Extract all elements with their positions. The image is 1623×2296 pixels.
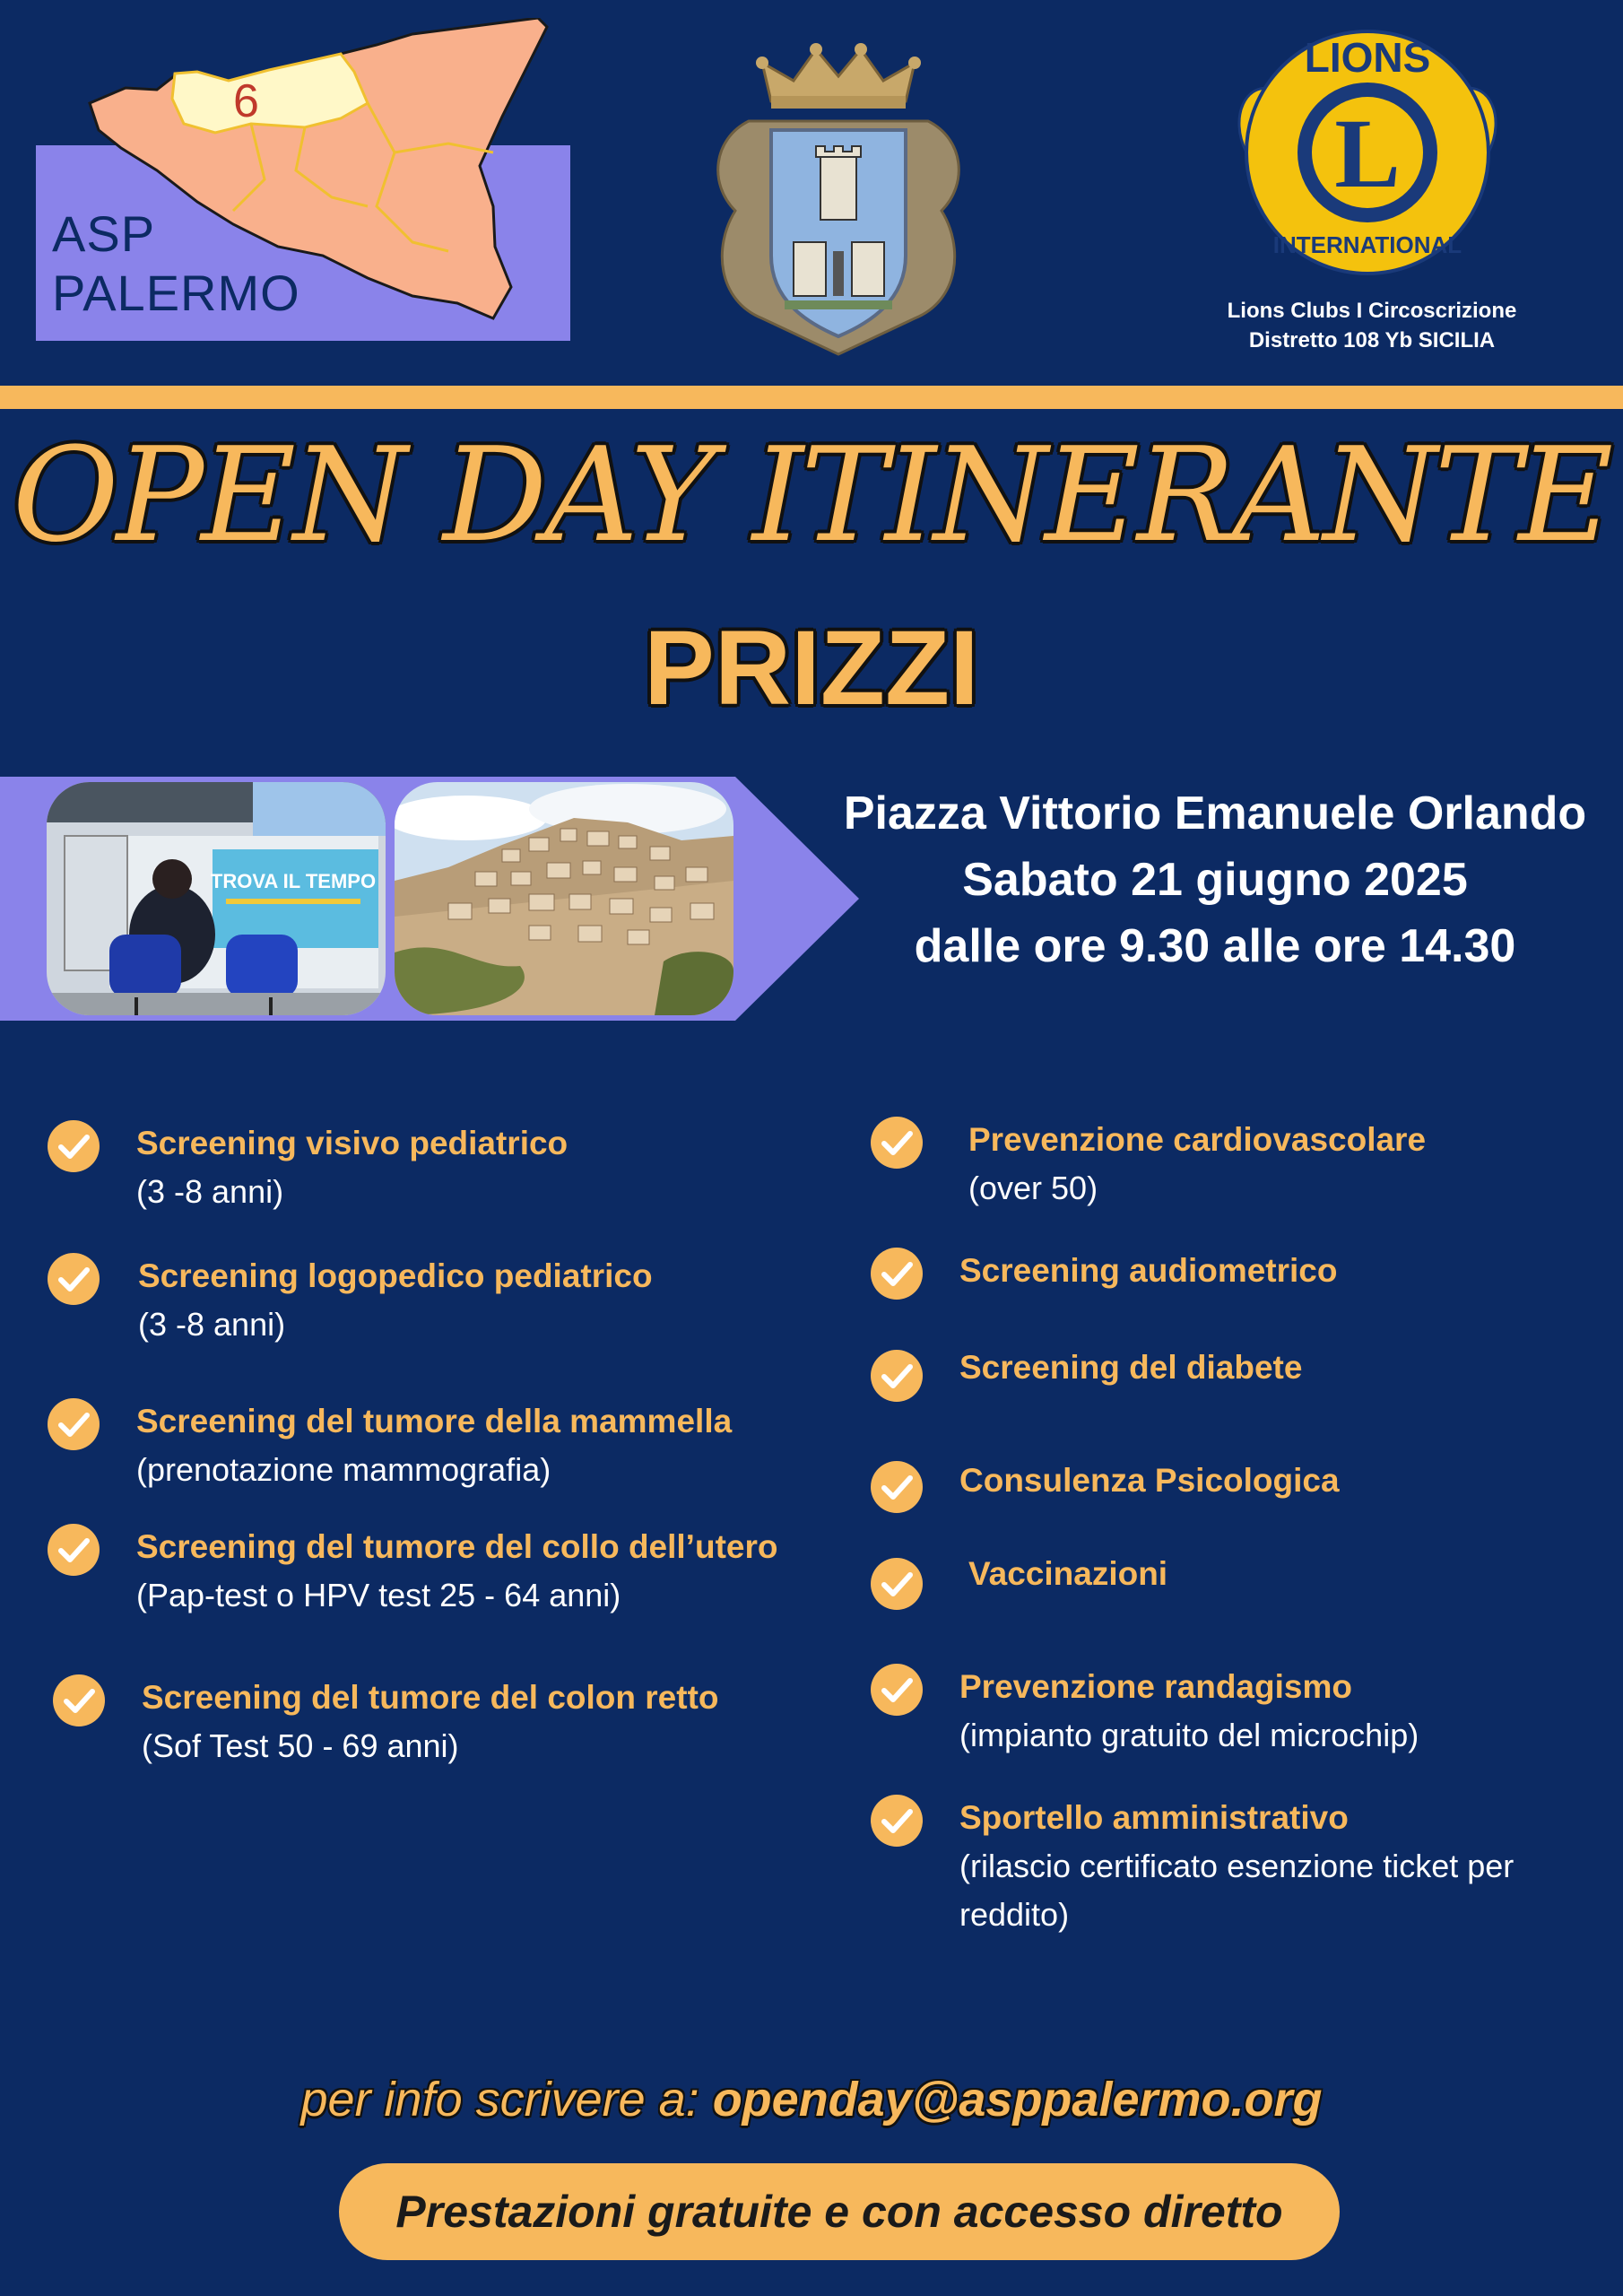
header-divider	[0, 386, 1623, 409]
lions-logo-top-text: LIONS	[1304, 34, 1431, 81]
check-icon	[870, 1460, 924, 1514]
asp-logo-line1: ASP	[52, 205, 156, 262]
service-title: Screening del tumore della mammella	[136, 1403, 733, 1439]
free-access-banner: Prestazioni gratuite e con accesso diretto	[339, 2163, 1340, 2260]
town-crest-icon	[708, 31, 968, 368]
contact-email-link[interactable]: openday@asppalermo.org	[712, 2073, 1323, 2126]
service-subtitle: (3 -8 anni)	[136, 1173, 284, 1210]
check-icon	[870, 1349, 924, 1403]
event-date: Sabato 21 giugno 2025	[962, 854, 1468, 906]
service-title: Screening audiometrico	[959, 1252, 1338, 1289]
service-title: Sportello amministrativo	[959, 1799, 1349, 1836]
service-title: Screening del tumore del collo dell’utero	[136, 1528, 778, 1565]
service-subtitle: (Sof Test 50 - 69 anni)	[142, 1727, 459, 1764]
lions-caption-line1: Lions Clubs I Circoscrizione	[1227, 299, 1517, 323]
contact-label: per info scrivere a:	[300, 2073, 713, 2126]
check-icon	[870, 1663, 924, 1717]
event-hours: dalle ore 9.30 alle ore 14.30	[914, 920, 1516, 972]
check-icon	[870, 1247, 924, 1300]
event-place: Piazza Vittorio Emanuele Orlando	[843, 787, 1587, 839]
service-subtitle: (impianto gratuito del microchip)	[959, 1717, 1419, 1753]
lions-international-logo	[1219, 18, 1515, 287]
district-number: 6	[233, 75, 259, 127]
lions-caption-line2: Distretto 108 Yb SICILIA	[1248, 328, 1496, 352]
van-photo-text: TROVA IL TEMPO	[210, 870, 377, 892]
service-title: Screening del tumore del colon retto	[142, 1679, 719, 1716]
event-details	[807, 780, 1623, 979]
service-title: Consulenza Psicologica	[959, 1462, 1340, 1499]
service-title: Vaccinazioni	[968, 1555, 1168, 1592]
service-subtitle: (over 50)	[968, 1170, 1098, 1206]
service-subtitle: (Pap-test o HPV test 25 - 64 anni)	[136, 1577, 621, 1613]
page-title: OPEN DAY ITINERANTE	[12, 420, 1611, 571]
lions-logo-letter: L	[1334, 99, 1401, 208]
asp-logo-line2: PALERMO	[52, 265, 300, 321]
service-title: Prevenzione cardiovascolare	[968, 1121, 1427, 1158]
service-title: Screening logopedico pediatrico	[138, 1257, 653, 1294]
check-icon	[47, 1252, 100, 1306]
service-subtitle: (rilascio certificato esenzione ticket per reddito)	[959, 1848, 1515, 1933]
prizzi-town-photo	[395, 782, 733, 1015]
service-title: Screening del diabete	[959, 1349, 1303, 1386]
check-icon	[47, 1523, 100, 1577]
asp-logo-text	[52, 204, 300, 323]
mobile-clinic-photo	[47, 782, 386, 1015]
lions-caption	[1166, 296, 1578, 355]
service-subtitle: (prenotazione mammografia)	[136, 1451, 551, 1488]
check-icon	[47, 1397, 100, 1451]
town-name: PRIZZI	[644, 609, 979, 727]
check-icon	[870, 1794, 924, 1848]
lions-logo-bottom-text: INTERNATIONAL	[1272, 231, 1462, 258]
service-subtitle: (3 -8 anni)	[138, 1306, 286, 1343]
asp-palermo-logo	[36, 18, 574, 345]
contact-info	[0, 2068, 1623, 2131]
check-icon	[870, 1116, 924, 1170]
check-icon	[52, 1674, 106, 1727]
service-title: Prevenzione randagismo	[959, 1668, 1352, 1705]
check-icon	[47, 1119, 100, 1173]
service-title: Screening visivo pediatrico	[136, 1125, 568, 1161]
check-icon	[870, 1557, 924, 1611]
